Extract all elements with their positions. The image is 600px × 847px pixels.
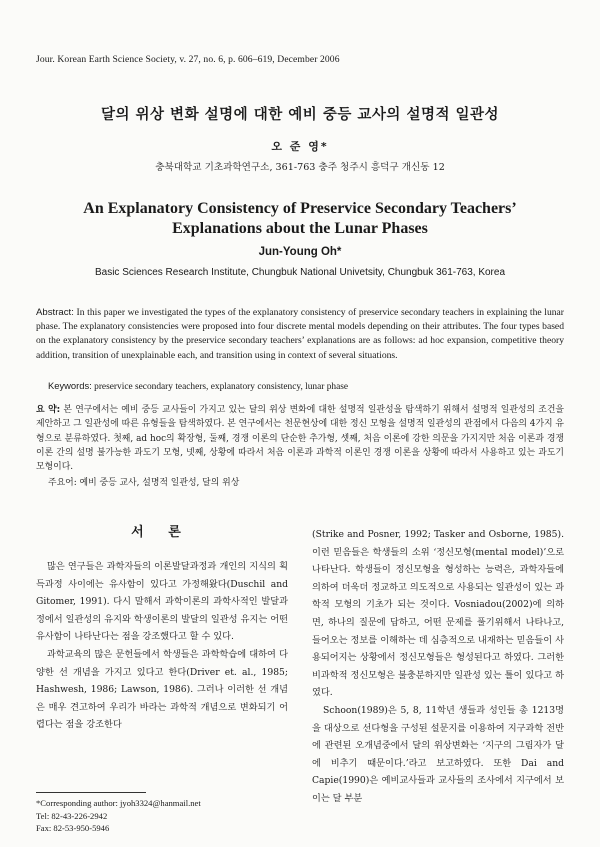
- right-column: [312, 526, 564, 808]
- keywords-label: Keywords:: [48, 380, 92, 391]
- keywords: [48, 380, 564, 392]
- footnote-email: *Corresponding author: jyoh3324@hanmail.net: [36, 798, 201, 808]
- english-author: Jun-Young Oh*: [258, 246, 342, 258]
- paragraph: 과학교육의 많은 문헌들에서 학생들은 과학학습에 대하여 다양한 선 개념을 가지고 있다고 한다(Driver et. al., 1985; Hashwesh, 1986; Lawson, 1986). 그러나 이러한 선 개념은 매우 견고하여 우리가 바라는 과학적 개념으로 변화되기 어렵다는 점을 강조한다: [36, 648, 288, 731]
- korean-affiliation: 충북대학교 기초과학연구소, 361-763 충주 청주시 흥덕구 개신동 12: [155, 162, 445, 173]
- keywords-text: preservice secondary teachers, explanatory consistency, lunar phase: [94, 382, 349, 392]
- footnote-divider: [36, 792, 146, 793]
- korean-abstract-text: 본 연구에서는 예비 중등 교사들이 가지고 있는 달의 위상 변화에 대한 설명적 일관성을 탐색하기 위해서 설명적 일관성의 조건을 제안하고 그 일관성에 따른 유형들을 탐색하였다. 본 연구에서는 천문현상에 대한 정신 모형을 설명적 일관성의 관점에서 다음의 4가지 유형으로 분류하였다. 첫째, ad hoc의 확장형, 둘째, 경쟁 이론의 단순한 추가형, 셋째, 처음 이론에 강한 의문을 가지지만 처음 이론과 경쟁 이론 간의 설명 불가능한 과도기 모형, 넷째, 상황에 따라서 처음 이론과 과학적 이론인 경쟁 이론을 상황에 따라서 사용하고 있는 과도기 모형이다.: [36, 405, 564, 473]
- english-title-line-2: Explanations about the Lunar Phases: [172, 220, 428, 237]
- paragraph: Schoon(1989)은 5, 8, 11학년 생들과 성인들 총 1213명을 대상으로 선다형을 구성된 설문지를 이용하여 지구과학 전반에 관련된 오개념중에서 달의 위상변화는 ‘지구의 그림자가 달에 비추기 때문이다.’라고 보고하였다. 또한 Dai and Capie(1990)은 예비교사들과 교사들의 조사에서 지구에서 보이는 달 부분: [312, 704, 564, 804]
- korean-abstract-label: 요 약:: [36, 405, 61, 415]
- footnote-fax: Fax: 82-53-950-5946: [36, 823, 110, 833]
- korean-abstract: [36, 403, 564, 474]
- paragraph: 많은 연구들은 과학자들의 이론발달과정과 개인의 지식의 획득과정 사이에는 유사함이 있다고 가정해왔다(Duschil and Gitomer, 1991). 다시 말해서 과학이론의 과학사적인 발달과정에서 일관성의 유지와 학생이론의 발달의 일관성 유지는 어떤 유사함이 나타난다는 점을 강조했다고 할 수 있다.: [36, 561, 288, 643]
- left-column: [36, 558, 288, 734]
- english-title: [0, 199, 600, 239]
- journal-citation: Jour. Korean Earth Science Society, v. 27, no. 6, p. 606–619, December 2006: [36, 54, 340, 65]
- paragraph: (Strike and Posner, 1992; Tasker and Osborne, 1985). 이런 믿음들은 학생들의 소위 ‘정신모형(mental model)’으로 나타난다. 학생들이 정신모형을 형성하는 능력은, 과학자들에 의하여 더욱더 정교하고 의도적으로 사용되는 일관성이 있는 과학적 모형의 기초가 되는 것이다. Vosniadou(2002)에 의하면, 하나의 질문에 답하고, 어떤 문제를 풀기위해서 나타나고, 들어오는 정보를 이해하는 데 심층적으로 내재하는 믿음들이 사용되어지는 상황에서 정신모형들은 형성된다고 하였다. 그러한 비과학적 정신모형은 불충분하지만 일관성 있는 틀이 있다고 하였다.: [312, 529, 564, 699]
- english-title-line-1: An Explanatory Consistency of Preservice Secondary Teachers’: [83, 200, 517, 217]
- footnote: [36, 797, 296, 835]
- abstract-label: Abstract:: [36, 307, 74, 318]
- korean-keywords-label: 주요어:: [48, 478, 77, 488]
- korean-keywords: [48, 475, 564, 488]
- footnote-tel: Tel: 82-43-226-2942: [36, 810, 108, 821]
- korean-keywords-text: 예비 중등 교사, 설명적 일관성, 달의 위상: [79, 478, 240, 488]
- korean-author: 오 준 영*: [271, 140, 329, 153]
- korean-title: 달의 위상 변화 설명에 대한 예비 중등 교사의 설명적 일관성: [100, 107, 500, 123]
- section-heading: 서 론: [131, 525, 191, 540]
- english-affiliation: Basic Sciences Research Institute, Chungbuk National Univetsity, Chungbuk 361-763, Korea: [94, 267, 506, 278]
- abstract: [36, 306, 564, 363]
- abstract-text: In this paper we investigated the types of the explanatory consistency of preservice secondary teachers in explaining the lunar phase. The explanatory consistencies were proposed into four discrete mental models depending on their attributes. The four types based on the explanatory consistency by the preservice secondary teachers’ explanations are as follows: ad hoc expansion, competitive theory addition, transition of unexplainable each, and transition using in context of several situations.: [36, 307, 564, 361]
